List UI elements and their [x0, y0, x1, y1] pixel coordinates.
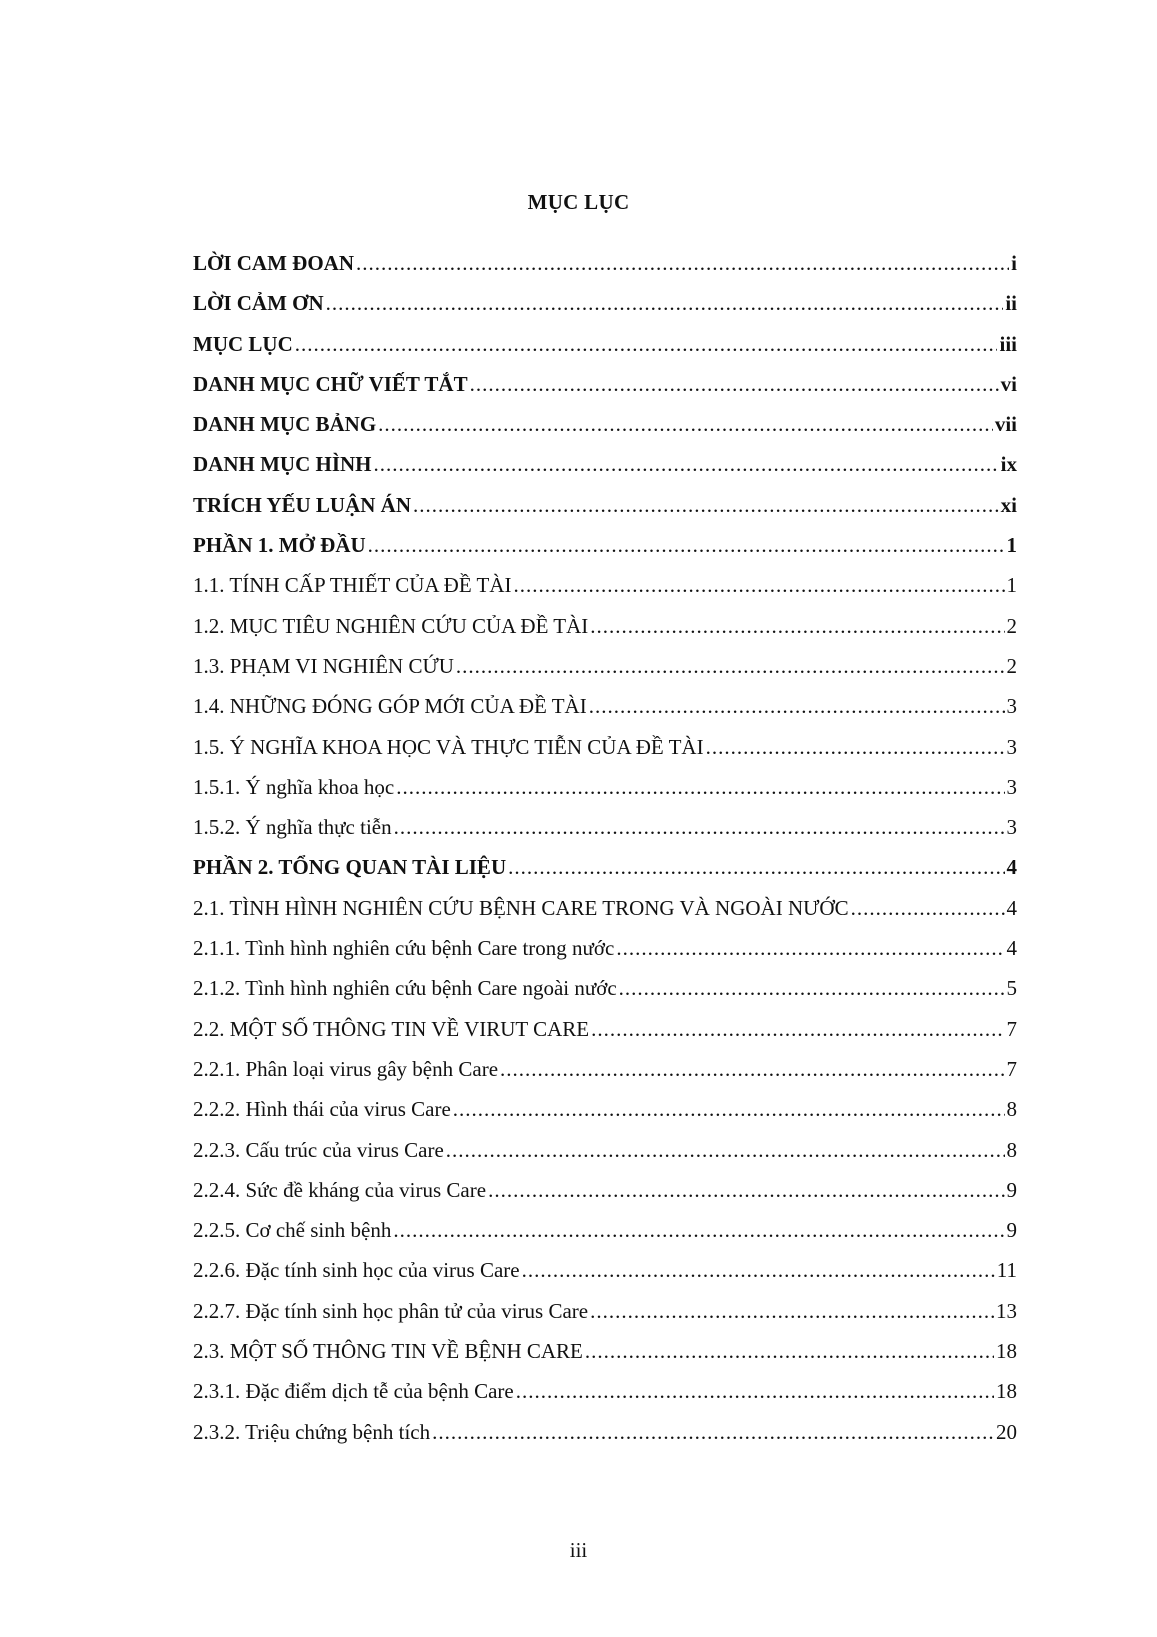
toc-entry-page: 9	[1006, 1177, 1017, 1202]
toc-entry-label: 1.3. PHẠM VI NGHIÊN CỨU	[193, 653, 454, 678]
toc-entry	[193, 775, 1017, 815]
toc-entry-page: 8	[1006, 1137, 1017, 1162]
toc-entry-page: i	[1011, 251, 1017, 275]
toc-entry-label: 2.2. MỘT SỐ THÔNG TIN VỀ VIRUT CARE	[193, 1016, 590, 1041]
toc-entry-label: 2.2.6. Đặc tính sinh học của virus Care	[193, 1258, 520, 1283]
toc-entry-label: 2.1. TÌNH HÌNH NGHIÊN CỨU BỆNH CARE TRONG VÀ NGOÀI NƯỚC	[193, 895, 849, 920]
toc-entry	[193, 1299, 1017, 1339]
toc-dot-leader	[616, 936, 1004, 961]
toc-entry-label: TRÍCH YẾU LUẬN ÁN	[193, 492, 411, 517]
toc-entry-page: 8	[1006, 1097, 1017, 1122]
toc-dot-leader	[396, 775, 1004, 800]
toc-dot-leader	[413, 493, 999, 518]
toc-entry	[193, 1420, 1017, 1460]
toc-entry-label: 1.2. MỤC TIÊU NGHIÊN CỨU CỦA ĐỀ TÀI	[193, 613, 589, 638]
toc-entry	[193, 332, 1017, 372]
toc-dot-leader	[508, 855, 1004, 880]
toc-entry	[193, 896, 1017, 936]
toc-entry	[193, 372, 1017, 412]
toc-dot-leader	[488, 1178, 1004, 1203]
toc-entry	[193, 936, 1017, 976]
toc-entry-label: DANH MỤC CHỮ VIẾT TẮT	[193, 371, 468, 396]
toc-dot-leader	[590, 1299, 994, 1324]
toc-entry	[193, 1218, 1017, 1258]
toc-entry-label: 1.1. TÍNH CẤP THIẾT CỦA ĐỀ TÀI	[193, 573, 512, 598]
toc-entry-page: ii	[1005, 291, 1017, 316]
toc-dot-leader	[432, 1420, 994, 1445]
page-number: iii	[569, 1538, 588, 1562]
toc-entry-page: 1	[1006, 533, 1017, 558]
toc-entry-page: 3	[1006, 815, 1017, 840]
toc-list	[193, 251, 1017, 1460]
toc-entry-page: 2	[1006, 613, 1017, 638]
toc-dot-leader	[394, 815, 1005, 840]
toc-entry-label: 2.2.7. Đặc tính sinh học phân tử của virus Care	[193, 1298, 589, 1323]
toc-entry-label: 2.3. MỘT SỐ THÔNG TIN VỀ BỆNH CARE	[193, 1339, 583, 1364]
toc-entry	[193, 654, 1017, 694]
toc-entry-label: 1.5. Ý NGHĨA KHOA HỌC VÀ THỰC TIỄN CỦA ĐỀ TÀI	[193, 734, 704, 759]
toc-dot-leader	[393, 1218, 1004, 1243]
toc-entry-page: 3	[1006, 734, 1017, 759]
toc-dot-leader	[446, 1138, 1005, 1163]
toc-dot-leader	[456, 654, 1005, 679]
toc-dot-leader	[374, 452, 999, 477]
toc-dot-leader	[706, 735, 1005, 760]
toc-entry-page: xi	[1000, 492, 1017, 517]
toc-entry-page: 7	[1006, 1016, 1017, 1041]
toc-entry-label: LỜI CAM ĐOAN	[193, 251, 354, 275]
toc-dot-leader	[368, 533, 1005, 558]
toc-entry-page: 4	[1006, 936, 1017, 961]
toc-entry	[193, 291, 1017, 331]
toc-entry	[193, 694, 1017, 734]
toc-entry-label: 1.4. NHỮNG ĐÓNG GÓP MỚI CỦA ĐỀ TÀI	[193, 694, 587, 719]
toc-dot-leader	[590, 614, 1004, 639]
toc-entry	[193, 452, 1017, 492]
toc-entry-page: 18	[996, 1379, 1017, 1404]
toc-entry-label: 1.5.2. Ý nghĩa thực tiễn	[193, 815, 392, 840]
toc-entry-label: 2.3.1. Đặc điểm dịch tễ của bệnh Care	[193, 1379, 514, 1404]
toc-entry-label: 2.1.1. Tình hình nghiên cứu bệnh Care trong nước	[193, 936, 615, 961]
toc-dot-leader	[522, 1258, 995, 1283]
toc-dot-leader	[356, 251, 1009, 276]
toc-entry-page: 9	[1006, 1218, 1017, 1243]
toc-entry	[193, 855, 1017, 895]
toc-entry	[193, 735, 1017, 775]
toc-dot-leader	[619, 976, 1005, 1001]
toc-entry-label: 2.2.2. Hình thái của virus Care	[193, 1097, 451, 1122]
toc-entry-page: 3	[1006, 694, 1017, 719]
toc-entry	[193, 412, 1017, 452]
toc-entry-label: DANH MỤC HÌNH	[193, 452, 372, 477]
toc-entry	[193, 1178, 1017, 1218]
toc-entry	[193, 573, 1017, 613]
toc-dot-leader	[378, 412, 993, 437]
toc-entry	[193, 976, 1017, 1016]
toc-dot-leader	[591, 1017, 1004, 1042]
toc-entry	[193, 1057, 1017, 1097]
toc-entry	[193, 614, 1017, 654]
toc-entry	[193, 1379, 1017, 1419]
toc-entry-page: 13	[996, 1298, 1017, 1323]
toc-entry-label: 1.5.1. Ý nghĩa khoa học	[193, 774, 395, 799]
toc-entry-page: vi	[1000, 371, 1017, 396]
toc-entry-page: 7	[1006, 1056, 1017, 1081]
toc-dot-leader	[514, 573, 1005, 598]
toc-entry	[193, 1138, 1017, 1178]
toc-dot-leader	[470, 372, 999, 397]
toc-entry-page: 5	[1006, 976, 1017, 1001]
toc-dot-leader	[516, 1379, 994, 1404]
toc-entry-page: 3	[1006, 774, 1017, 799]
toc-entry-label: 2.3.2. Triệu chứng bệnh tích	[193, 1419, 431, 1444]
toc-entry-page: 20	[996, 1419, 1017, 1444]
toc-entry-page: 2	[1006, 653, 1017, 678]
toc-entry-page: iii	[999, 331, 1017, 356]
toc-entry-label: 2.2.3. Cấu trúc của virus Care	[193, 1137, 444, 1162]
toc-entry	[193, 1097, 1017, 1137]
toc-dot-leader	[453, 1097, 1005, 1122]
toc-entry	[193, 1017, 1017, 1057]
toc-entry-page: ix	[1000, 452, 1017, 477]
toc-entry	[193, 533, 1017, 573]
toc-dot-leader	[585, 1339, 994, 1364]
toc-entry-label: LỜI CẢM ƠN	[193, 291, 324, 316]
toc-entry-page: 11	[996, 1258, 1017, 1283]
toc-entry	[193, 1339, 1017, 1379]
toc-entry-page: 4	[1006, 855, 1017, 880]
toc-title: MỤC LỤC	[527, 190, 630, 214]
toc-entry-page: vii	[994, 412, 1017, 437]
toc-dot-leader	[326, 291, 1004, 316]
toc-entry-label: 2.2.5. Cơ chế sinh bệnh	[193, 1218, 392, 1243]
toc-entry-page: 1	[1006, 573, 1017, 598]
toc-entry-label: 2.1.2. Tình hình nghiên cứu bệnh Care ngoài nước	[193, 976, 617, 1001]
toc-entry-label: DANH MỤC BẢNG	[193, 412, 377, 437]
toc-dot-leader	[295, 332, 998, 357]
toc-entry-label: PHẦN 2. TỔNG QUAN TÀI LIỆU	[193, 855, 507, 880]
toc-dot-leader	[589, 694, 1005, 719]
toc-entry-label: PHẦN 1. MỞ ĐẦU	[193, 533, 366, 558]
toc-entry-page: 4	[1006, 895, 1017, 920]
toc-entry	[193, 251, 1017, 291]
toc-entry-label: 2.2.4. Sức đề kháng của virus Care	[193, 1177, 487, 1202]
toc-entry-label: 2.2.1. Phân loại virus gây bệnh Care	[193, 1056, 499, 1081]
toc-entry	[193, 1258, 1017, 1298]
toc-entry	[193, 815, 1017, 855]
toc-entry-label: MỤC LỤC	[193, 331, 293, 356]
toc-entry-page: 18	[996, 1339, 1017, 1364]
toc-entry	[193, 493, 1017, 533]
toc-dot-leader	[500, 1057, 1004, 1082]
toc-dot-leader	[851, 896, 1005, 921]
